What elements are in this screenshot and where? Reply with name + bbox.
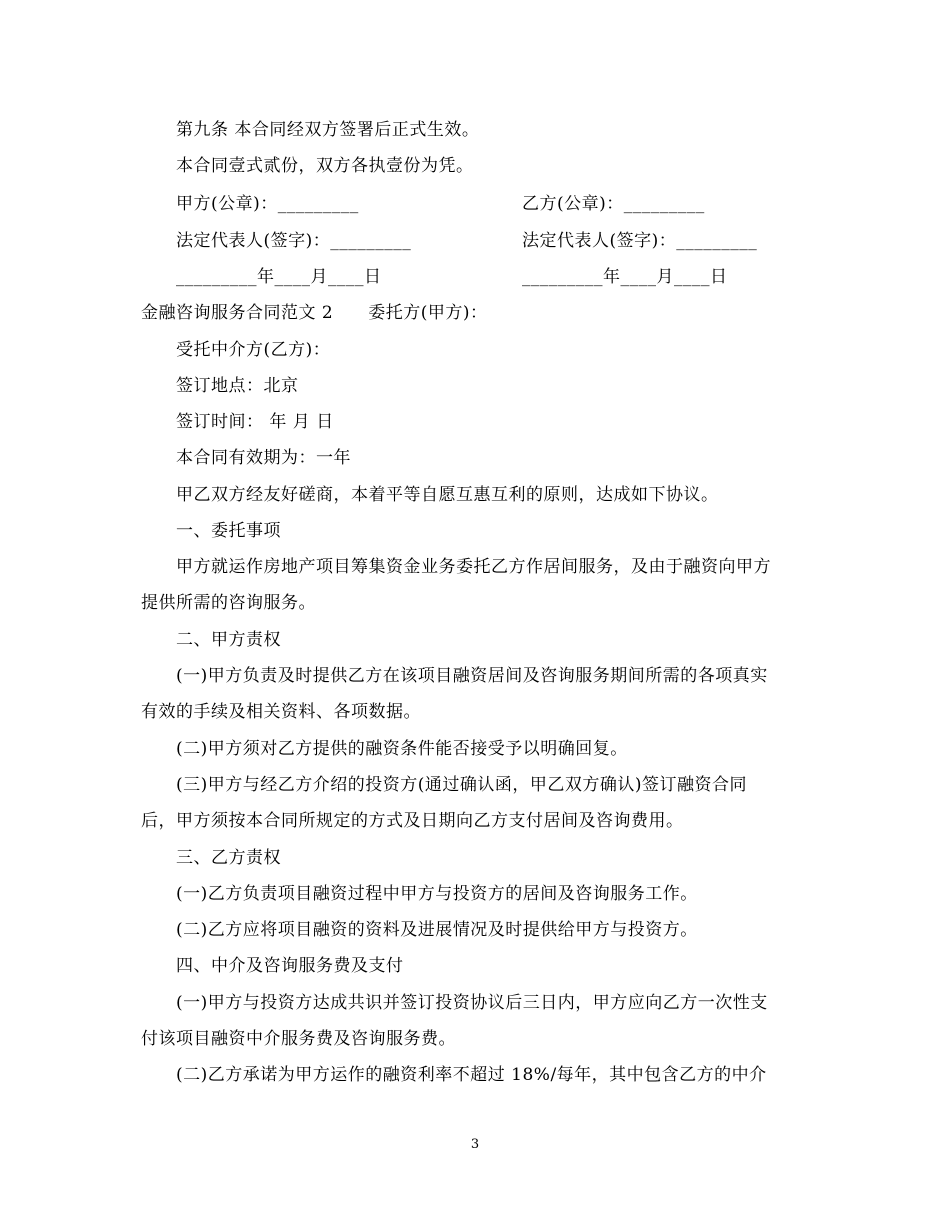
section-1-para-line1: 甲方就运作房地产项目筹集资金业务委托乙方作居间服务，及由于融资向甲方 — [176, 557, 771, 577]
trustee-party: 受托中介方(乙方)： — [176, 340, 331, 360]
signing-time: 签订时间： 年 月 日 — [176, 412, 334, 432]
page-number: 3 — [470, 1137, 480, 1152]
section-2-item3-line1: (三)甲方与经乙方介绍的投资方(通过确认函，甲乙双方确认)签订融资合同 — [176, 775, 748, 795]
party-a-representative: 法定代表人(签字)：_________ — [176, 231, 412, 251]
contract-2-title: 金融咨询服务合同范文 2 委托方(甲方)： — [141, 303, 488, 323]
party-b-date: _________年____月____日 — [522, 267, 728, 287]
copies-clause: 本合同壹式贰份，双方各执壹份为凭。 — [176, 156, 474, 176]
section-4-item1-line1: (一)甲方与投资方达成共识并签订投资协议后三日内，甲方应向乙方一次性支 — [176, 993, 768, 1013]
party-b-representative: 法定代表人(签字)：_________ — [522, 231, 758, 251]
section-4-item1-line2: 付该项目融资中介服务费及咨询服务费。 — [141, 1029, 456, 1049]
section-3-item1: (一)乙方负责项目融资过程中甲方与投资方的居间及咨询服务工作。 — [176, 884, 698, 904]
section-2-item1-line1: (一)甲方负责及时提供乙方在该项目融资居间及咨询服务期间所需的各项真实 — [176, 666, 768, 686]
section-4-heading: 四、中介及咨询服务费及支付 — [176, 956, 404, 976]
section-3-item2: (二)乙方应将项目融资的资料及进展情况及时提供给甲方与投资方。 — [176, 920, 698, 940]
section-4-item2-line1: (二)乙方承诺为甲方运作的融资利率不超过 18%/每年，其中包含乙方的中介 — [176, 1065, 767, 1085]
section-3-heading: 三、乙方责权 — [176, 848, 281, 868]
party-a-seal: 甲方(公章)：_________ — [176, 194, 359, 214]
section-2-heading: 二、甲方责权 — [176, 630, 281, 650]
section-2-item1-line2: 有效的手续及相关资料、各项数据。 — [141, 702, 421, 722]
section-2-item3-line2: 后，甲方须按本合同所规定的方式及日期向乙方支付居间及咨询费用。 — [141, 811, 684, 831]
article-9: 第九条 本合同经双方签署后正式生效。 — [176, 120, 480, 140]
validity-period: 本合同有效期为：一年 — [176, 448, 351, 468]
party-b-seal: 乙方(公章)：_________ — [522, 194, 705, 214]
party-a-date: _________年____月____日 — [176, 267, 382, 287]
section-2-item2: (二)甲方须对乙方提供的融资条件能否接受予以明确回复。 — [176, 739, 628, 759]
section-1-para-line2: 提供所需的咨询服务。 — [141, 593, 316, 613]
signing-place: 签订地点：北京 — [176, 376, 299, 396]
intro-paragraph: 甲乙双方经友好磋商，本着平等自愿互惠互利的原则，达成如下协议。 — [176, 485, 719, 505]
section-1-heading: 一、委托事项 — [176, 521, 281, 541]
